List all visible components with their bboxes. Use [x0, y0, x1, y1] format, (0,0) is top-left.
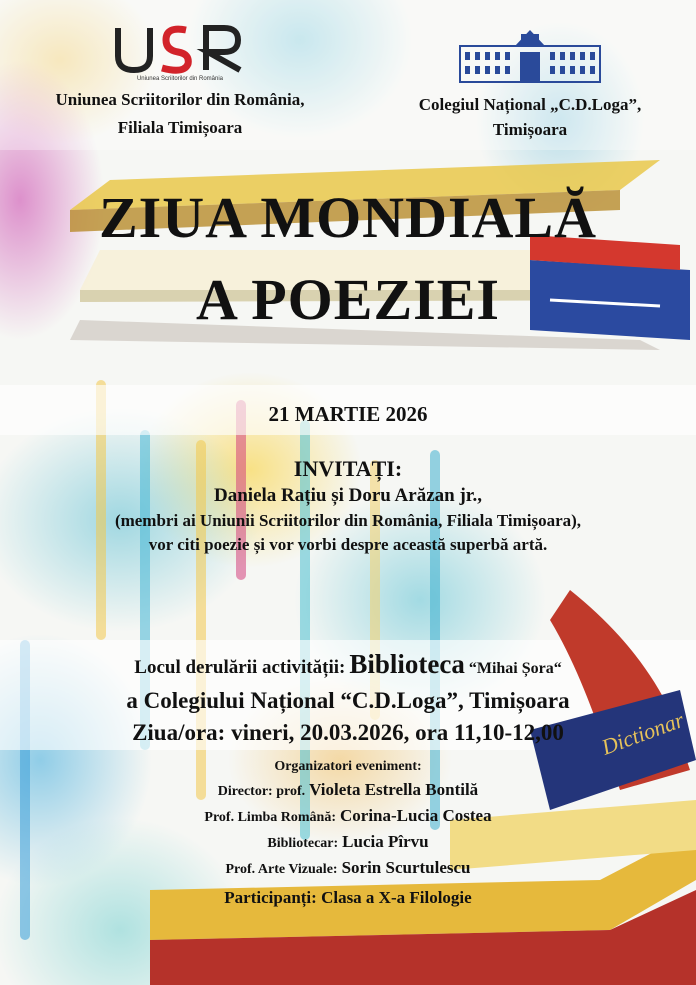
participants: Participanți: Clasa a X-a Filologie: [224, 888, 472, 907]
library-name: “Mihai Șora“: [468, 660, 562, 677]
location-datetime: Ziua/ora: vineri, 20.03.2026, ora 11,10-12,00: [132, 720, 564, 745]
organizer-name: Violeta Estrella Bontilă: [309, 780, 479, 799]
location-place: Biblioteca: [349, 649, 465, 679]
organizer-row: [0, 804, 696, 830]
guests-heading: INVITAȚI:: [293, 456, 403, 481]
title-line-1: ZIUA MONDIALĂ: [99, 185, 597, 250]
organizer-name: Corina-Lucia Costea: [340, 806, 492, 825]
organizer-row: [0, 830, 696, 856]
usr-logo-caption: Uniunea Scriitorilor din România: [136, 76, 224, 82]
location-label: Locul derulării activității:: [134, 657, 346, 678]
organizers-section: [0, 756, 696, 882]
event-date: 21 MARTIE 2026: [268, 402, 428, 426]
organizers-heading: Organizatori eveniment:: [274, 759, 422, 774]
guests-description: vor citi poezie și vor vorbi despre această superbă artă.: [148, 535, 548, 554]
guests-section: [0, 455, 696, 557]
usr-branch-name: Filiala Timișoara: [117, 118, 243, 137]
organizer-role: Bibliotecar:: [267, 836, 339, 851]
usr-org-name: Uniunea Scriitorilor din România,: [55, 90, 305, 109]
organizer-name: Lucia Pîrvu: [342, 832, 429, 851]
location-line-1: [0, 648, 696, 685]
organizer-row: [0, 856, 696, 882]
guests-names: Daniela Rațiu și Doru Arăzan jr.,: [214, 485, 482, 506]
book-stack-illustration: [60, 140, 696, 380]
organizer-role: Prof. Limba Română:: [204, 810, 336, 825]
location-line-2: a Colegiului Național “C.D.Loga”, Timișoara: [126, 688, 570, 713]
college-building-logo: [455, 26, 605, 86]
svg-text:Dictionar: Dictionar: [598, 706, 688, 760]
college-name: Colegiul Național „C.D.Loga”,: [418, 95, 642, 114]
college-header: [380, 26, 680, 141]
guests-affiliation: (membri ai Uniunii Scriitorilor din România, Filiala Timișoara),: [114, 511, 582, 530]
location-section: [0, 648, 696, 749]
usr-logo: [20, 18, 340, 82]
usr-header: [20, 18, 340, 142]
organizer-row: [0, 778, 696, 804]
college-city: Timișoara: [492, 120, 568, 139]
organizer-role: Prof. Arte Vizuale:: [225, 862, 338, 877]
title-line-2: A POEZIEI: [196, 267, 500, 332]
organizer-role: Director: prof.: [217, 784, 306, 799]
organizer-name: Sorin Scurtulescu: [341, 858, 471, 877]
